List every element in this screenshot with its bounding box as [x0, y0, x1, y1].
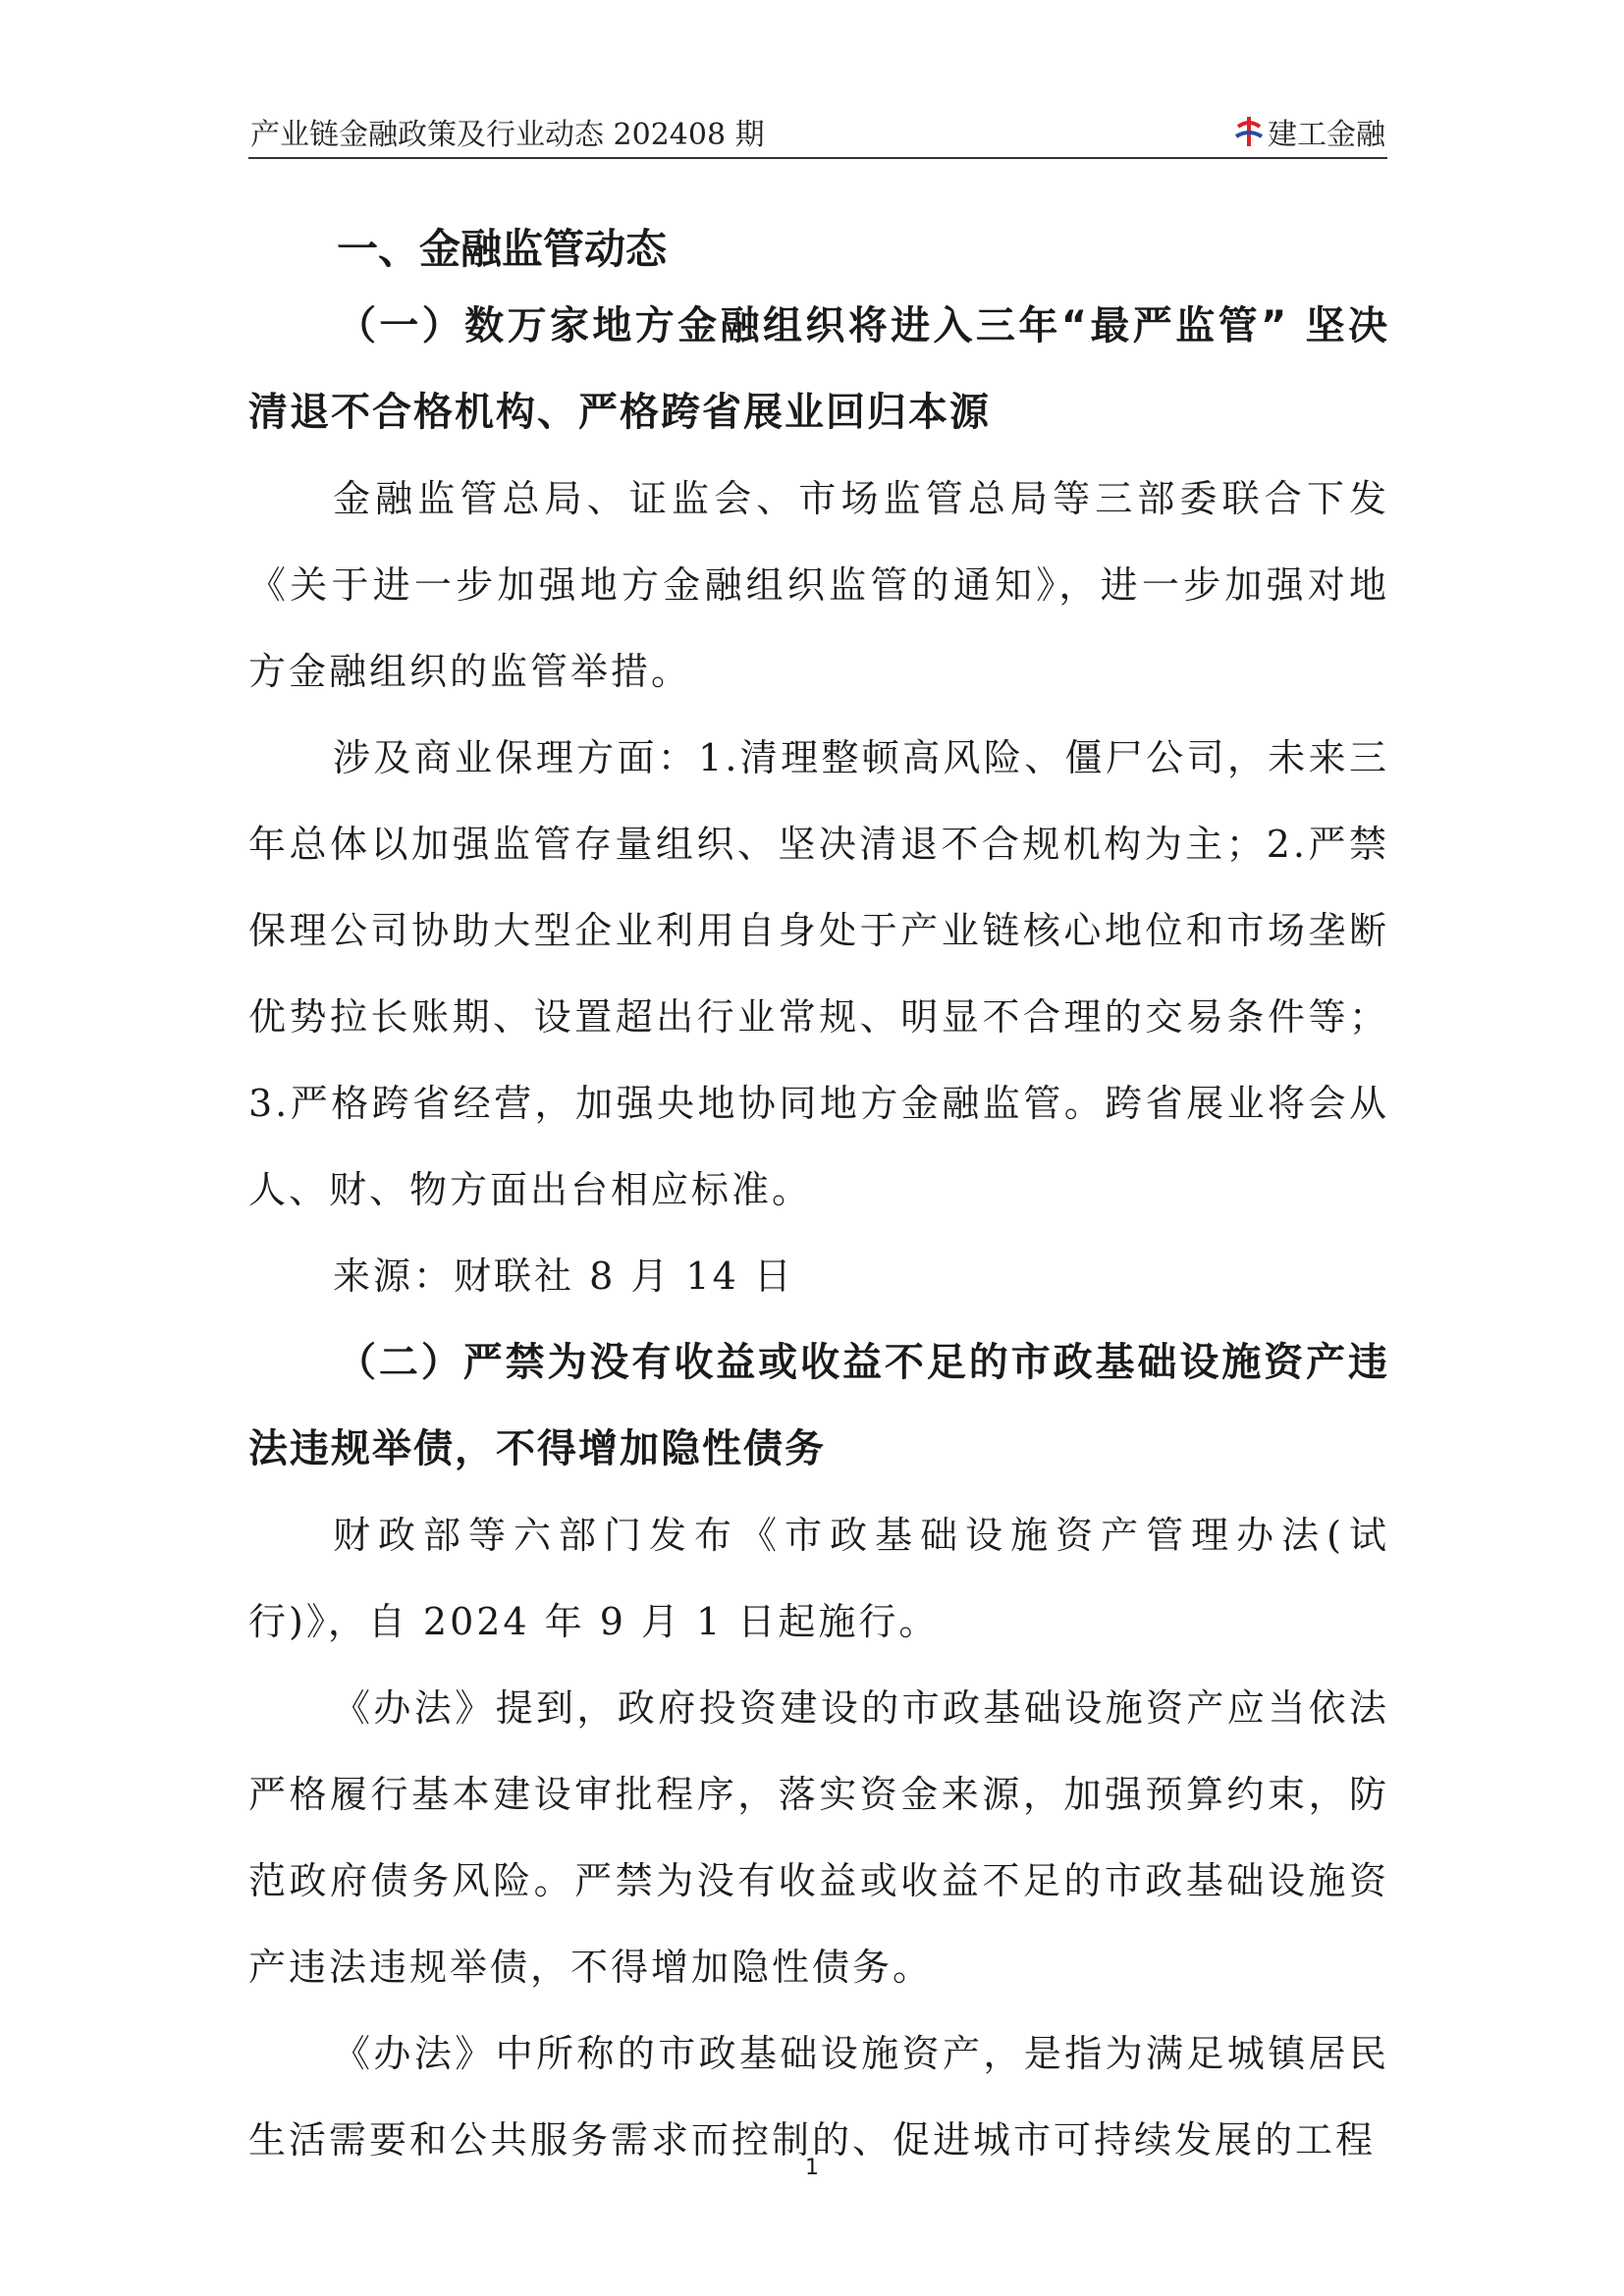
page-number: 1 — [805, 2156, 819, 2180]
item-1-paragraph-1: 金融监管总局、证监会、市场监管总局等三部委联合下发《关于进一步加强地方金融组织监管的通知》，进一步加强对地方金融组织的监管举措。 — [248, 477, 1389, 693]
header-brand-name: 建工金融 — [1268, 118, 1385, 152]
item-2-heading: （二）严禁为没有收益或收益不足的市政基础设施资产违法违规举债，不得增加隐性债务 — [248, 1340, 1389, 1471]
item-2-paragraph-3: 《办法》中所称的市政基础设施资产，是指为满足城镇居民生活需要和公共服务需求而控制的、促进城市可持续发展的工程 — [248, 2032, 1389, 2162]
item-1-paragraph-2: 涉及商业保理方面：1.清理整顿高风险、僵尸公司，未来三年总体以加强监管存量组织、坚决清退不合规机构为主；2.严禁保理公司协助大型企业利用自身处于产业链核心地位和市场垄断优势拉长账期、设置超出行业常规、明显不合理的交易条件等；3.严格跨省经营，加强央地协同地方金融监管。跨省展业将会从人、财、物方面出台相应标准。 — [248, 736, 1389, 1211]
item-1-source: 来源：财联社 8 月 14 日 — [333, 1255, 794, 1298]
header-brand — [1234, 110, 1385, 153]
section-title: 一、金融监管动态 — [337, 225, 668, 273]
item-1-heading: （一）数万家地方金融组织将进入三年“最严监管” 坚决清退不合格机构、严格跨省展业回归本源 — [248, 303, 1389, 435]
header-doc-title: 产业链金融政策及行业动态 202408 期 — [250, 118, 765, 152]
page-header — [248, 110, 1387, 159]
item-2-paragraph-1: 财政部等六部门发布《市政基础设施资产管理办法(试行)》，自 2024 年 9 月 1 日起施行。 — [248, 1514, 1389, 1643]
document-body — [248, 196, 1389, 2183]
jiangong-logo-icon — [1234, 115, 1264, 148]
item-2-paragraph-2: 《办法》提到，政府投资建设的市政基础设施资产应当依法严格履行基本建设审批程序，落实资金来源，加强预算约束，防范政府债务风险。严禁为没有收益或收益不足的市政基础设施资产违法违规举债，不得增加隐性债务。 — [248, 1686, 1389, 1989]
